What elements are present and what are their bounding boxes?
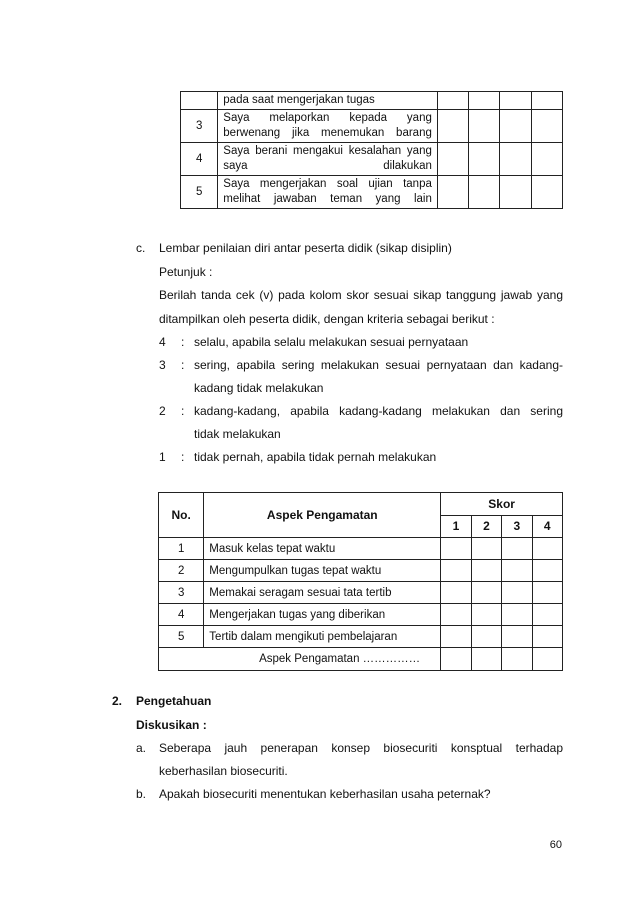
table-row (159, 538, 563, 560)
score-cell[interactable] (437, 176, 468, 209)
aspect-cell: Mengumpulkan tugas tepat waktu (204, 560, 441, 582)
score-cell[interactable] (531, 110, 562, 143)
table-row (159, 626, 563, 648)
diskusikan-label: Diskusikan : (136, 718, 207, 732)
score-cell[interactable] (471, 582, 501, 604)
score-cell[interactable] (441, 582, 471, 604)
row-number-cell: 5 (181, 176, 218, 209)
score-cell[interactable] (471, 538, 501, 560)
row-number-cell (181, 92, 218, 110)
section-c-marker: c. (136, 241, 146, 255)
footer-label: Aspek Pengamatan …………… (259, 653, 421, 665)
criteria-separator: : (181, 358, 185, 372)
aspect-cell: Saya berani mengakui kesalahan yang saya dilakukan (218, 143, 438, 176)
score-cell[interactable] (502, 538, 532, 560)
table-row (159, 604, 563, 626)
row-number-cell: 3 (159, 582, 204, 604)
aspect-cell: Memakai seragam sesuai tata tertib (204, 582, 441, 604)
page-number: 60 (549, 839, 562, 851)
score-cell[interactable] (441, 560, 471, 582)
row-number-cell: 2 (159, 560, 204, 582)
skor-col-1: 1 (441, 515, 471, 538)
table-row (181, 143, 563, 176)
disiplin-table (158, 492, 563, 671)
score-cell[interactable] (500, 143, 531, 176)
criteria-score: 4 (159, 335, 166, 349)
aspect-cell: Saya melaporkan kepada yang berwenang jika menemukan barang (218, 110, 438, 143)
score-cell[interactable] (471, 560, 501, 582)
score-cell[interactable] (532, 538, 562, 560)
section-c-title: Lembar penilaian diri antar peserta didik (sikap disiplin) (159, 241, 452, 255)
score-cell[interactable] (500, 92, 531, 110)
criteria-score: 3 (159, 358, 166, 372)
score-cell[interactable] (502, 560, 532, 582)
criteria-separator: : (181, 335, 185, 349)
table-row (181, 92, 563, 110)
table-row (159, 560, 563, 582)
question-marker: a. (136, 741, 147, 755)
score-cell[interactable] (532, 582, 562, 604)
aspect-cell: Tertib dalam mengikuti pembelajaran (204, 626, 441, 648)
section-2-number: 2. (112, 694, 123, 708)
instruction-line-2: ditampilkan oleh peserta didik, dengan kriteria sebagai berikut : (159, 312, 495, 326)
header-no: No. (159, 493, 204, 538)
score-cell[interactable] (500, 176, 531, 209)
score-cell[interactable] (502, 582, 532, 604)
score-cell[interactable] (500, 110, 531, 143)
score-cell[interactable] (532, 560, 562, 582)
skor-col-3: 3 (502, 515, 532, 538)
section-2-title: Pengetahuan (136, 694, 212, 708)
score-cell[interactable] (471, 626, 501, 648)
aspect-cell: pada saat mengerjakan tugas (218, 92, 438, 110)
score-cell[interactable] (441, 648, 471, 671)
score-cell[interactable] (531, 143, 562, 176)
table-footer-row (159, 648, 563, 671)
sikap-table-continued (180, 91, 563, 209)
footer-cell (159, 648, 441, 671)
score-cell[interactable] (469, 176, 500, 209)
score-cell[interactable] (531, 92, 562, 110)
aspect-cell: Mengerjakan tugas yang diberikan (204, 604, 441, 626)
skor-col-4: 4 (532, 515, 562, 538)
row-number-cell: 5 (159, 626, 204, 648)
criteria-score: 2 (159, 404, 166, 418)
row-number-cell: 1 (159, 538, 204, 560)
question-text: Apakah biosecuriti menentukan keberhasilan usaha peternak? (159, 787, 491, 801)
criteria-text: selalu, apabila selalu melakukan sesuai pernyataan (194, 335, 469, 349)
instruction-line-1: Berilah tanda cek (v) pada kolom skor sesuai sikap tanggung jawab yang (159, 288, 563, 302)
criteria-text: sering, apabila sering melakukan sesuai pernyataan dan kadang- (194, 358, 563, 372)
score-cell[interactable] (532, 604, 562, 626)
aspect-cell: Saya mengerjakan soal ujian tanpa melihat jawaban teman yang lain (218, 176, 438, 209)
score-cell[interactable] (469, 143, 500, 176)
score-cell[interactable] (441, 626, 471, 648)
score-cell[interactable] (502, 604, 532, 626)
criteria-text-continued: kadang tidak melakukan (194, 381, 324, 395)
row-number-cell: 3 (181, 110, 218, 143)
score-cell[interactable] (437, 92, 468, 110)
skor-col-2: 2 (471, 515, 501, 538)
score-cell[interactable] (502, 648, 532, 671)
row-number-cell: 4 (181, 143, 218, 176)
question-text: Seberapa jauh penerapan konsep biosecuriti konsptual terhadap (159, 741, 563, 755)
score-cell[interactable] (502, 626, 532, 648)
criteria-text: tidak pernah, apabila tidak pernah melakukan (194, 450, 437, 464)
score-cell[interactable] (437, 143, 468, 176)
table-row (181, 110, 563, 143)
score-cell[interactable] (469, 92, 500, 110)
score-cell[interactable] (532, 648, 562, 671)
question-marker: b. (136, 787, 147, 801)
question-text-continued: keberhasilan biosecuriti. (159, 764, 288, 778)
score-cell[interactable] (441, 538, 471, 560)
score-cell[interactable] (441, 604, 471, 626)
row-number-cell: 4 (159, 604, 204, 626)
criteria-text-continued: tidak melakukan (194, 427, 281, 441)
score-cell[interactable] (469, 110, 500, 143)
score-cell[interactable] (471, 604, 501, 626)
criteria-separator: : (181, 450, 185, 464)
criteria-separator: : (181, 404, 185, 418)
score-cell[interactable] (532, 626, 562, 648)
score-cell[interactable] (471, 648, 501, 671)
criteria-score: 1 (159, 450, 166, 464)
petunjuk-label: Petunjuk : (159, 265, 213, 279)
table-row (181, 176, 563, 209)
score-cell[interactable] (531, 176, 562, 209)
aspect-cell: Masuk kelas tepat waktu (204, 538, 441, 560)
criteria-text: kadang-kadang, apabila kadang-kadang melakukan dan sering (194, 404, 563, 418)
header-skor: Skor (441, 493, 563, 516)
table-row (159, 582, 563, 604)
score-cell[interactable] (437, 110, 468, 143)
header-aspek: Aspek Pengamatan (204, 493, 441, 538)
